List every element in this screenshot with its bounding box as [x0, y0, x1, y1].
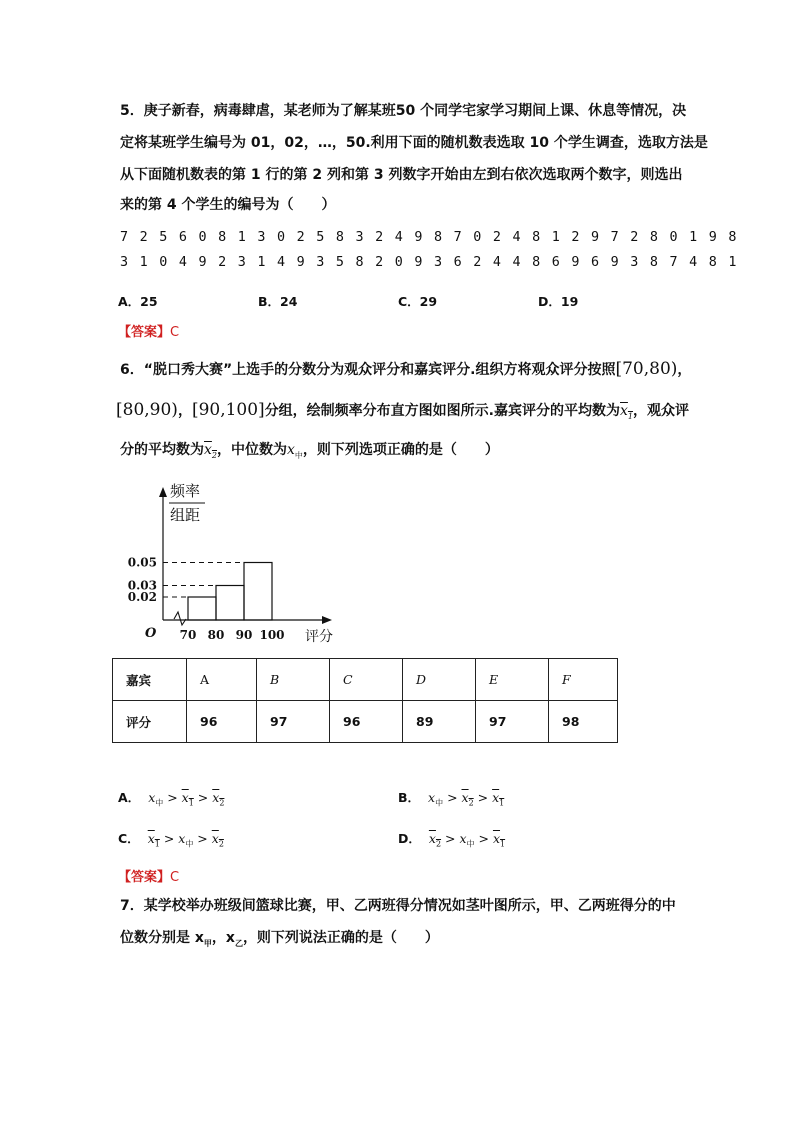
q6-text: 6．“脱口秀大赛”上选手的分数分为观众评分和嘉宾评分.组织方将观众评分按照	[120, 362, 616, 378]
xbar-2	[204, 442, 217, 458]
xbar-1: $x_1$	[147, 831, 160, 849]
q6-text-5: ，中位数为	[217, 442, 287, 458]
option-label: A．	[118, 790, 141, 805]
table-cell: F	[549, 659, 618, 701]
answer-value: C	[170, 325, 180, 340]
sub-zhong: 中	[294, 450, 303, 460]
table-cell: 98	[549, 701, 618, 743]
greater-than: >	[163, 790, 182, 805]
greater-than: >	[473, 790, 493, 805]
y-axis-arrow	[159, 487, 167, 497]
table-cell: E	[476, 659, 549, 701]
table-cell: A	[187, 659, 257, 701]
q6-text-4: 分的平均数为	[120, 442, 204, 458]
q5-answer	[118, 321, 179, 340]
q5-option-a: A．25	[118, 294, 158, 309]
histogram-bar	[216, 586, 244, 621]
xlabel: 评分	[305, 629, 333, 645]
greater-than: >	[443, 790, 462, 805]
xbar-1: $x_1$	[492, 790, 505, 808]
q6-line-3	[120, 440, 499, 466]
xbar-2: $x_2$	[212, 790, 225, 808]
q5-option-c: C．29	[398, 294, 438, 309]
ylabel-numerator: 频率	[170, 482, 201, 500]
answer-value: C	[170, 870, 180, 885]
axis-break-mark	[174, 612, 186, 625]
var-x: x	[204, 442, 212, 458]
greater-than: >	[193, 831, 212, 846]
x-tick-label: 80	[207, 628, 225, 642]
y-tick-label: 0.02	[127, 590, 157, 604]
q7-line-1: 7．某学校举办班级间篮球比赛，甲、乙两班得分情况如茎叶图所示，甲、乙两班得分的中	[120, 898, 676, 914]
sub-yi: 乙	[234, 938, 243, 948]
xbar-1: $x_1$	[492, 831, 506, 849]
sub-1: 1	[627, 411, 634, 421]
random-table-row-1: 7 2 5 6 0 8 1 3 0 2 5 8 3 2 4 9 8 7 0 2 4 8 1 2 9 7 2 8 0 1 9 8	[120, 230, 739, 245]
q7-text: 位数分别是 x	[120, 930, 204, 946]
xbar-2: $x_2$	[428, 831, 442, 849]
xbar-1	[620, 403, 633, 419]
frequency-histogram	[120, 478, 340, 650]
x-tick-label: 90	[235, 628, 253, 642]
table-cell: C	[330, 659, 403, 701]
xbar-2: $x_2$	[461, 790, 474, 808]
table-cell: B	[257, 659, 330, 701]
q6-option-a	[118, 788, 224, 809]
y-tick-label: 0.03	[127, 578, 157, 593]
table-header-cell: 嘉宾	[113, 659, 187, 701]
histogram-bar	[188, 597, 216, 620]
q6-option-d	[398, 829, 505, 850]
interval-70-80: [70,80)	[615, 359, 678, 379]
origin-label: O	[145, 626, 157, 641]
x-tick-label: 100	[259, 628, 285, 642]
x-axis-arrow	[322, 616, 332, 624]
table-cell: 97	[476, 701, 549, 743]
greater-than: >	[441, 831, 460, 846]
chart-layer	[128, 487, 332, 642]
y-tick-label: 0.05	[127, 555, 157, 570]
q5-line-3: 从下面随机数表的第 1 行的第 2 列和第 3 列数字开始由左到右依次选取两个数字，则选出	[120, 167, 683, 183]
q6-text-3: ，观众评	[633, 403, 690, 419]
q6-comma: ，	[677, 362, 692, 378]
q5-option-b: B．24	[258, 294, 298, 309]
q6-answer	[118, 866, 179, 885]
q5-option-d: D．19	[538, 294, 579, 309]
greater-than: >	[159, 831, 179, 846]
table-cell: 89	[403, 701, 476, 743]
var-x: x	[287, 442, 295, 458]
xbar-2: $x_2$	[211, 831, 224, 849]
table-cell: D	[403, 659, 476, 701]
xbar-1: $x_1$	[181, 790, 194, 808]
random-table-row-2: 3 1 0 4 9 2 3 1 4 9 3 5 8 2 0 9 3 6 2 4 4 8 6 9 6 9 3 8 7 4 8 1	[120, 255, 739, 270]
histogram-bar	[244, 563, 272, 621]
q6-text-2: 分组，绘制频率分布直方图如图所示.嘉宾评分的平均数为	[264, 403, 621, 419]
table-cell: 97	[257, 701, 330, 743]
x-tick-label: 70	[179, 628, 197, 642]
q6-option-b	[398, 788, 504, 809]
ylabel-denominator: 组距	[170, 506, 201, 524]
q7-text-2: ，x	[211, 930, 235, 946]
option-label: D．	[398, 831, 421, 846]
sub-jia: 甲	[203, 938, 212, 948]
table-cell: 96	[330, 701, 403, 743]
guest-score-table	[112, 658, 618, 743]
q5-line-1: 5．庚子新春，病毒肆虐，某老师为了解某班50 个同学宅家学习期间上课、休息等情况，决	[120, 103, 687, 119]
option-label: C．	[118, 831, 140, 846]
greater-than: >	[474, 831, 493, 846]
var-x: x	[620, 403, 628, 419]
table-cell: 96	[187, 701, 257, 743]
greater-than: >	[193, 790, 213, 805]
interval-90-100: [90,100]	[191, 400, 265, 420]
x-median: $x_中$	[428, 790, 444, 808]
option-label: B．	[398, 790, 421, 805]
answer-tag: 【答案】	[118, 870, 171, 885]
x-median: $x_中$	[178, 831, 194, 849]
q6-text-6: ，则下列选项正确的是（ ）	[302, 442, 499, 458]
q5-line-2: 定将某班学生编号为 01，02，…，50.利用下面的随机数表选取 10 个学生调查，选取方法是	[120, 135, 708, 151]
q6-option-c	[118, 829, 224, 850]
q6-sep: ，	[177, 403, 192, 419]
answer-tag: 【答案】	[118, 325, 171, 340]
x-median: $x_中$	[148, 790, 164, 808]
q6-line-2	[116, 400, 689, 427]
interval-80-90: [80,90)	[116, 400, 178, 420]
table-header-cell: 评分	[113, 701, 187, 743]
q6-line-1	[120, 359, 691, 380]
q7-text-3: ，则下列说法正确的是（ ）	[242, 930, 439, 946]
x-median	[287, 442, 303, 458]
q5-line-4: 来的第 4 个学生的编号为（ ）	[120, 197, 336, 213]
x-median: $x_中$	[459, 831, 475, 849]
table-row	[113, 659, 618, 701]
sub-2: 2	[211, 450, 217, 460]
table-row	[113, 701, 618, 743]
q7-line-2	[120, 928, 439, 954]
